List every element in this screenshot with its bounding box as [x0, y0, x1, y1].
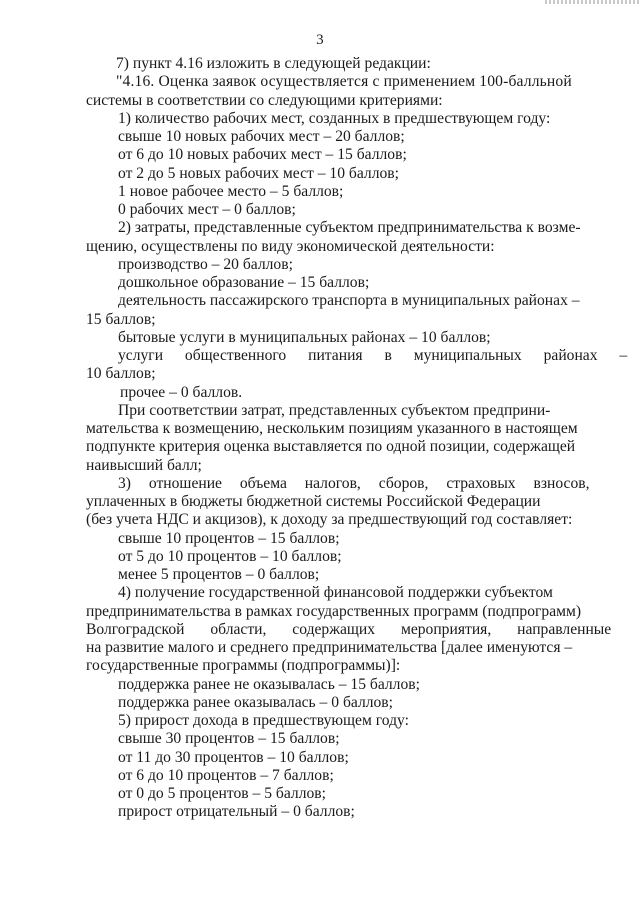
text-line: дошкольное образование – 15 баллов; [118, 274, 370, 291]
text-line: услуги общественного питания в муниципальных районах – [118, 347, 628, 364]
text-line: Волгоградской области, содержащих мероприятия, направленные [86, 620, 612, 638]
text-line: 1 новое рабочее место – 5 баллов; [118, 182, 344, 200]
text-line: подпункте критерия оценка выставляется по одной позиции, содержащей [86, 438, 576, 456]
text-line: прочее – 0 баллов. [120, 383, 243, 401]
text-line: 3) отношение объема налогов, сборов, страховых взносов, [118, 474, 590, 492]
text-line: (без учета НДС и акцизов), к доходу за предшествующий год составляет: [86, 511, 573, 529]
text-line: щению, осуществлены по виду экономической деятельности: [86, 237, 495, 255]
text-line: 0 рабочих мест – 0 баллов; [118, 201, 296, 218]
text-line: свыше 30 процентов – 15 баллов; [118, 730, 340, 748]
text-line: 10 баллов; [86, 365, 156, 383]
text-line: предпринимательства в рамках государственных программ (подпрограмм) [86, 602, 582, 620]
text-line: от 6 до 10 процентов – 7 баллов; [118, 766, 334, 784]
text-line: производство – 20 баллов; [118, 255, 293, 273]
text-line: прирост отрицательный – 0 баллов; [118, 803, 355, 821]
text-line: от 6 до 10 новых рабочих мест – 15 баллов; [118, 146, 407, 164]
text-line: наивысший балл; [86, 456, 202, 474]
text-line: При соответствии затрат, представленных субъектом предприни- [118, 401, 551, 419]
text-line: поддержка ранее оказывалась – 0 баллов; [118, 693, 393, 711]
document-body [0, 55, 640, 822]
text-line: 1) количество рабочих мест, созданных в предшествующем году: [118, 109, 551, 127]
page-number: 3 [316, 32, 324, 48]
text-line: 7) пункт 4.16 изложить в следующей редакции: [116, 55, 431, 72]
text-line: государственные программы (подпрограммы)]: [86, 657, 401, 675]
text-line: 2) затраты, представленные субъектом предпринимательства к возме- [118, 219, 581, 237]
text-line: на развитие малого и среднего предпринимательства [далее именуются – [86, 639, 573, 656]
text-line: системы в соответствии со следующими критериями: [86, 91, 443, 109]
text-line: мательства к возмещению, нескольким позициям указанного в настоящем [86, 420, 578, 437]
text-line: от 0 до 5 процентов – 5 баллов; [118, 785, 326, 802]
text-line: от 2 до 5 новых рабочих мест – 10 баллов; [118, 164, 399, 182]
text-line: бытовые услуги в муниципальных районах – 10 баллов; [118, 328, 491, 346]
text-line: менее 5 процентов – 0 баллов; [118, 566, 320, 583]
text-line: 4) получение государственной финансовой поддержки субъектом [118, 584, 553, 602]
text-line: свыше 10 новых рабочих мест – 20 баллов; [118, 128, 405, 145]
text-line: поддержка ранее не оказывалась – 15 баллов; [118, 675, 420, 693]
text-line: от 11 до 30 процентов – 10 баллов; [118, 748, 349, 766]
text-line: свыше 10 процентов – 15 баллов; [118, 529, 340, 547]
text-line: уплаченных в бюджеты бюджетной системы Российской Федерации [86, 493, 541, 510]
text-line: 5) прирост дохода в предшествующем году: [118, 712, 409, 729]
text-line: "4.16. Оценка заявок осуществляется с применением 100-балльной [116, 73, 572, 91]
text-line: деятельность пассажирского транспорта в муниципальных районах – [118, 292, 580, 310]
text-line: от 5 до 10 процентов – 10 баллов; [118, 547, 342, 565]
scan-corner-mark [545, 0, 640, 4]
text-line: 15 баллов; [86, 310, 156, 328]
